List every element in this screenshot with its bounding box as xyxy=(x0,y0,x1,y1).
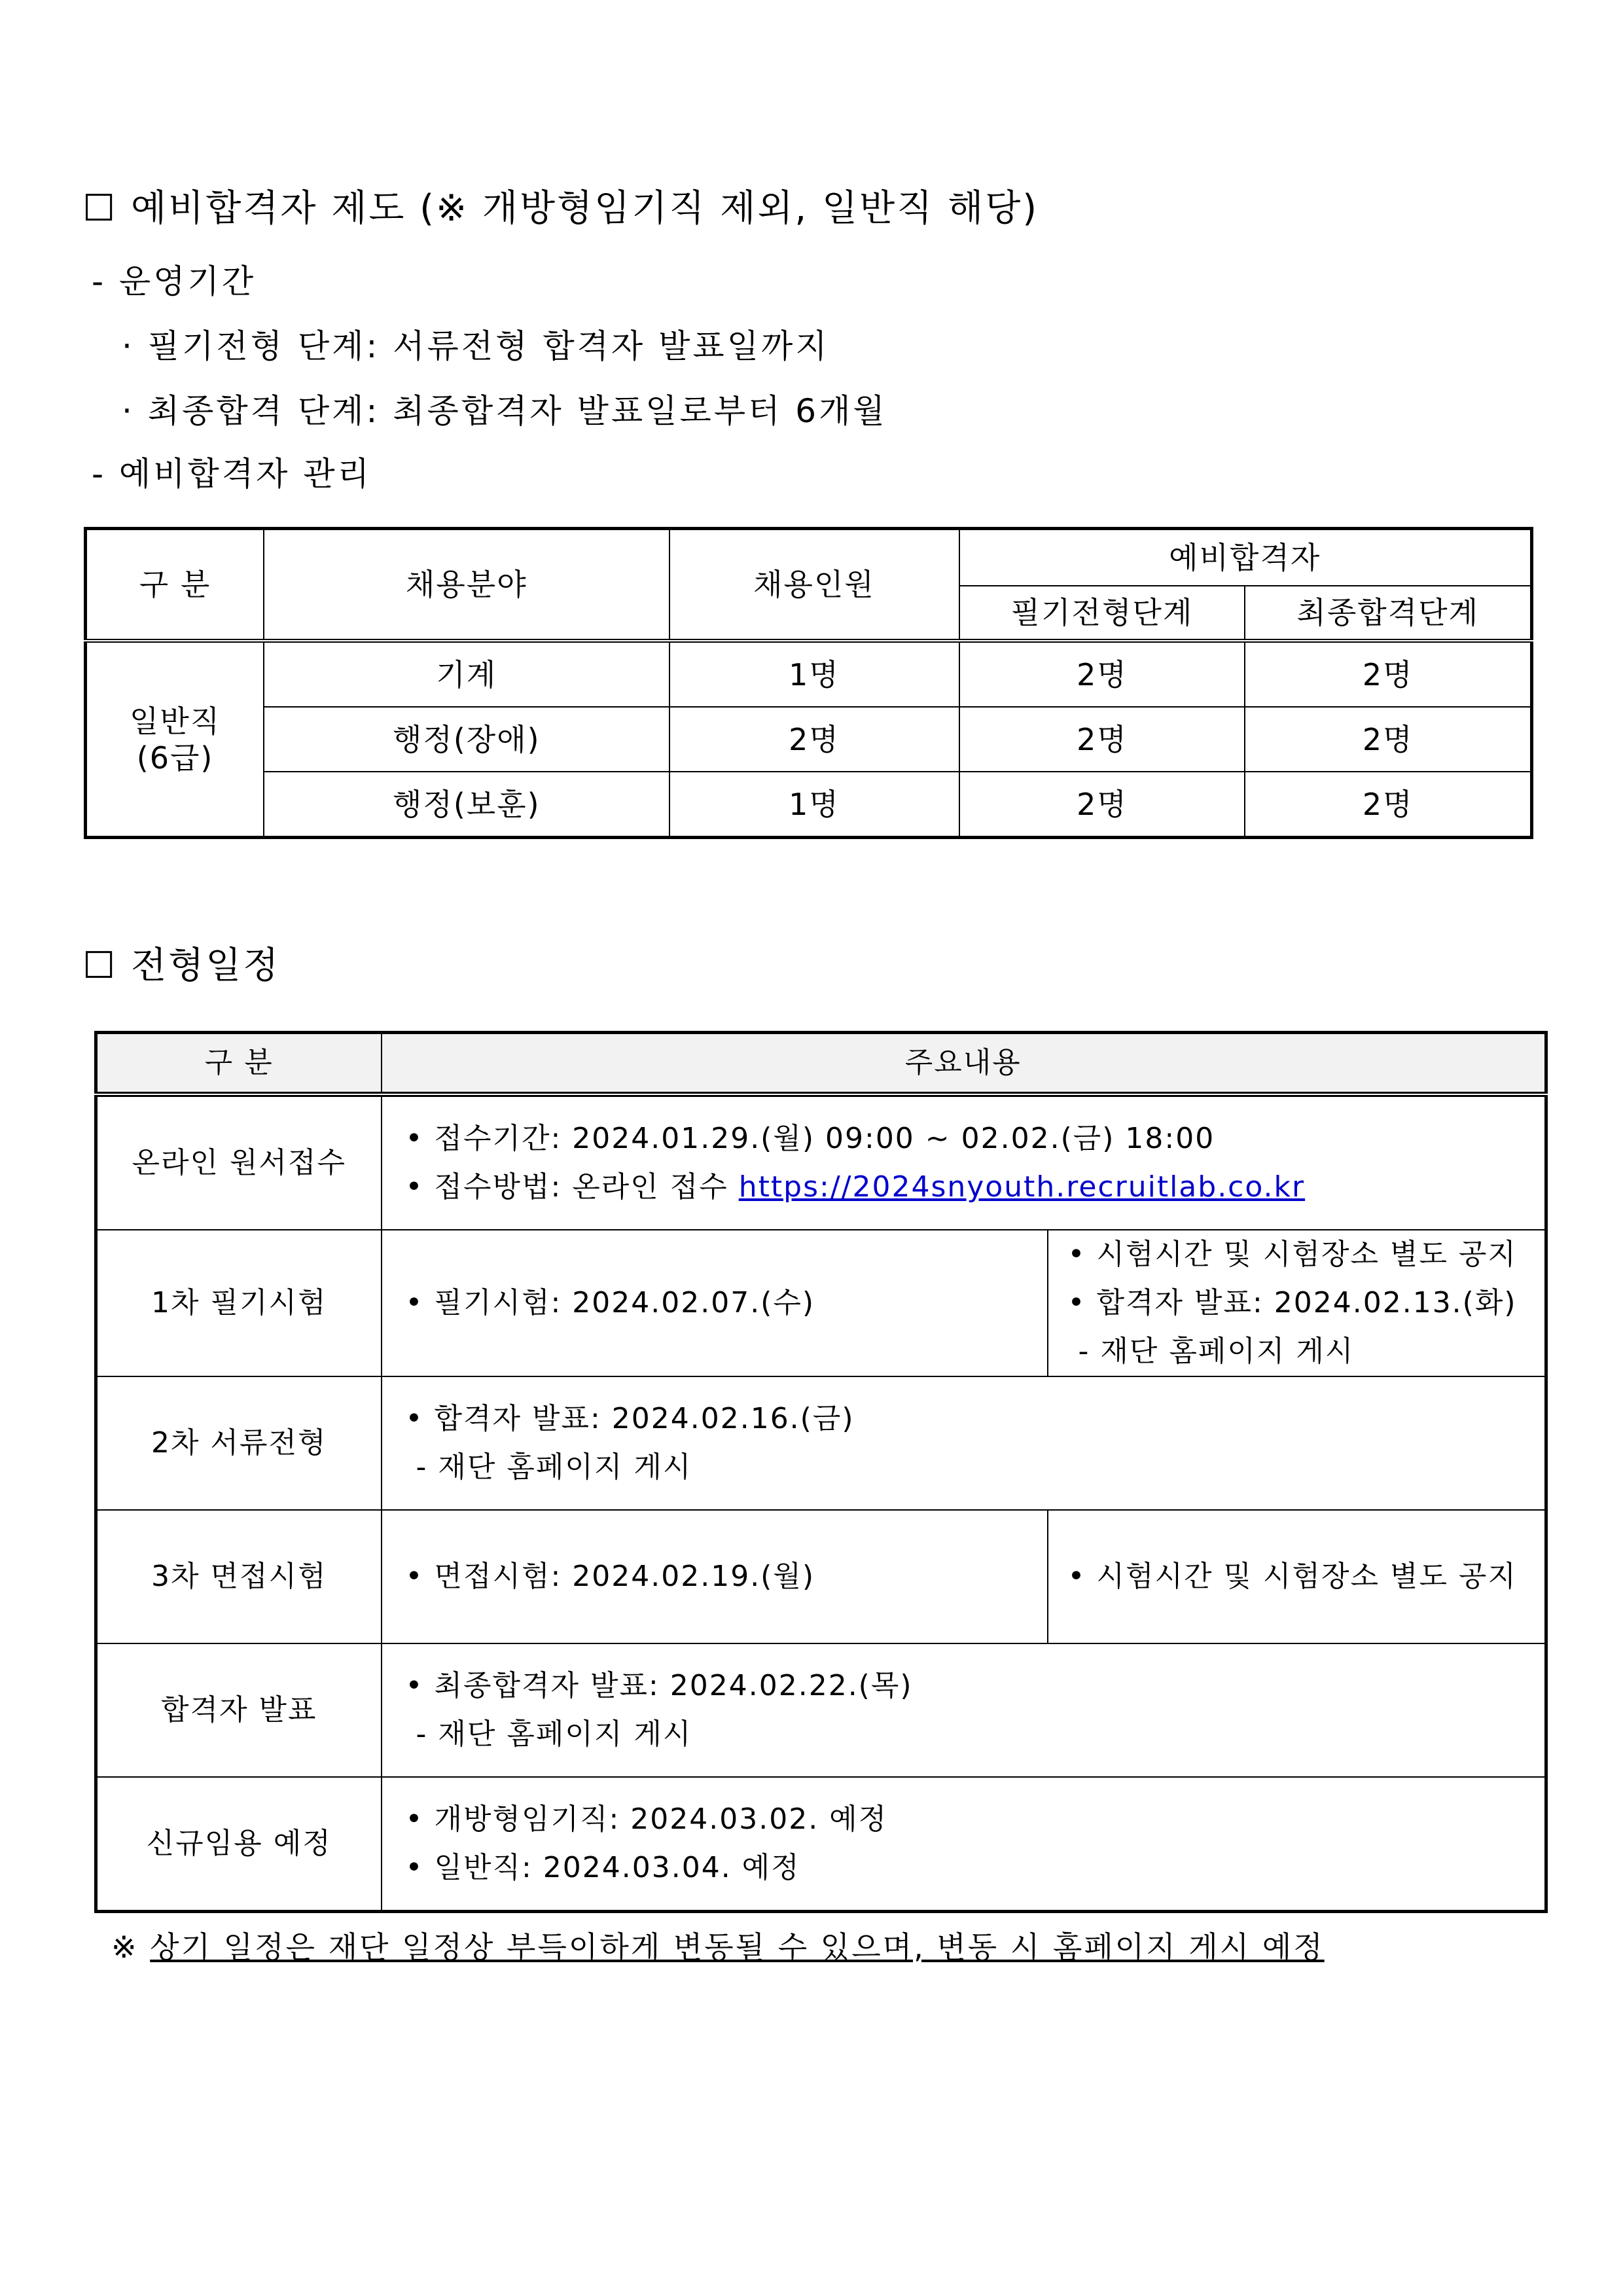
row-label: 2차 서류전형 xyxy=(96,1376,382,1510)
cell-count: 1명 xyxy=(669,772,959,838)
row-label: 3차 면접시험 xyxy=(96,1510,382,1643)
manage-label: - 예비합격자 관리 xyxy=(92,455,372,493)
row-content xyxy=(382,1376,1546,1510)
row-label: 1차 필기시험 xyxy=(96,1230,382,1376)
row-content xyxy=(382,1777,1546,1912)
cell-written: 2명 xyxy=(959,641,1245,707)
header-count: 채용인원 xyxy=(669,529,959,641)
content-line: - 재단 홈페이지 게시 xyxy=(405,1717,692,1751)
row-content xyxy=(382,1643,1546,1777)
table-row xyxy=(96,1094,1546,1230)
cell-field: 행정(장애) xyxy=(264,707,669,772)
table-row xyxy=(86,641,1532,707)
header-category: 구 분 xyxy=(86,529,264,641)
header-field: 채용분야 xyxy=(264,529,669,641)
row-label: 신규임용 예정 xyxy=(96,1777,382,1912)
cell-written: 2명 xyxy=(959,772,1245,838)
table-row xyxy=(86,772,1532,838)
schedule-notice xyxy=(111,1928,1325,1967)
cell-final: 2명 xyxy=(1245,707,1531,772)
cell-final: 2명 xyxy=(1245,772,1531,838)
table-row xyxy=(96,1777,1546,1912)
row-label: 합격자 발표 xyxy=(96,1643,382,1777)
table-row xyxy=(86,707,1532,772)
schedule-table xyxy=(94,1031,1548,1913)
period-item-written: · 필기전형 단계: 서류전형 합격자 발표일까지 xyxy=(122,327,830,365)
reserve-table xyxy=(84,527,1533,839)
content-line: • 개방형임기직: 2024.03.02. 예정 xyxy=(405,1803,888,1836)
application-link[interactable]: https://2024snyouth.recruitlab.co.kr xyxy=(738,1170,1306,1204)
header-final: 최종합격단계 xyxy=(1245,586,1531,641)
row-side-content xyxy=(1048,1230,1546,1376)
row-content: • 필기시험: 2024.02.07.(수) xyxy=(382,1230,1048,1376)
row-content xyxy=(382,1094,1546,1230)
cell-written: 2명 xyxy=(959,707,1245,772)
side-line: - 재단 홈페이지 게시 xyxy=(1067,1335,1355,1368)
content-line: • 접수기간: 2024.01.29.(월) 09:00 ~ 02.02.(금) 18:00 xyxy=(405,1122,1215,1155)
table-row xyxy=(96,1376,1546,1510)
group-label xyxy=(86,641,264,838)
table-row xyxy=(96,1230,1546,1376)
header-category: 구 분 xyxy=(96,1033,382,1095)
content-line-prefix: • 접수방법: 온라인 접수 xyxy=(405,1170,739,1204)
group-label-line1: 일반직 xyxy=(129,703,221,739)
notice-mark: ※ xyxy=(111,1929,151,1965)
row-content: • 면접시험: 2024.02.19.(월) xyxy=(382,1510,1048,1643)
cell-field: 기계 xyxy=(264,641,669,707)
section-heading-schedule: ☐ 전형일정 xyxy=(82,944,281,987)
side-line: • 합격자 발표: 2024.02.13.(화) xyxy=(1067,1286,1517,1319)
header-written: 필기전형단계 xyxy=(959,586,1245,641)
group-label-line2: (6급) xyxy=(136,740,214,776)
period-item-final: · 최종합격 단계: 최종합격자 발표일로부터 6개월 xyxy=(122,392,887,430)
table-row xyxy=(96,1643,1546,1777)
cell-count: 1명 xyxy=(669,641,959,707)
content-line xyxy=(406,1163,1545,1211)
cell-count: 2명 xyxy=(669,707,959,772)
content-line: • 일반직: 2024.03.04. 예정 xyxy=(405,1851,800,1884)
cell-final: 2명 xyxy=(1245,641,1531,707)
section-heading-reserve: ☐ 예비합격자 제도 (※ 개방형임기직 제외, 일반직 해당) xyxy=(82,187,1039,230)
content-line: - 재단 홈페이지 게시 xyxy=(405,1450,692,1484)
header-reserve: 예비합격자 xyxy=(959,529,1532,586)
row-label: 온라인 원서접수 xyxy=(96,1094,382,1230)
period-label: - 운영기간 xyxy=(92,262,257,300)
side-line: • 시험시간 및 시험장소 별도 공지 xyxy=(1067,1238,1517,1271)
table-row xyxy=(96,1510,1546,1643)
content-line: • 최종합격자 발표: 2024.02.22.(목) xyxy=(405,1669,913,1702)
notice-text: 상기 일정은 재단 일정상 부득이하게 변동될 수 있으며, 변동 시 홈페이지 게시 예정 xyxy=(150,1929,1325,1965)
cell-field: 행정(보훈) xyxy=(264,772,669,838)
header-content: 주요내용 xyxy=(382,1033,1546,1095)
content-line: • 합격자 발표: 2024.02.16.(금) xyxy=(405,1402,855,1435)
row-side-content: • 시험시간 및 시험장소 별도 공지 xyxy=(1048,1510,1546,1643)
